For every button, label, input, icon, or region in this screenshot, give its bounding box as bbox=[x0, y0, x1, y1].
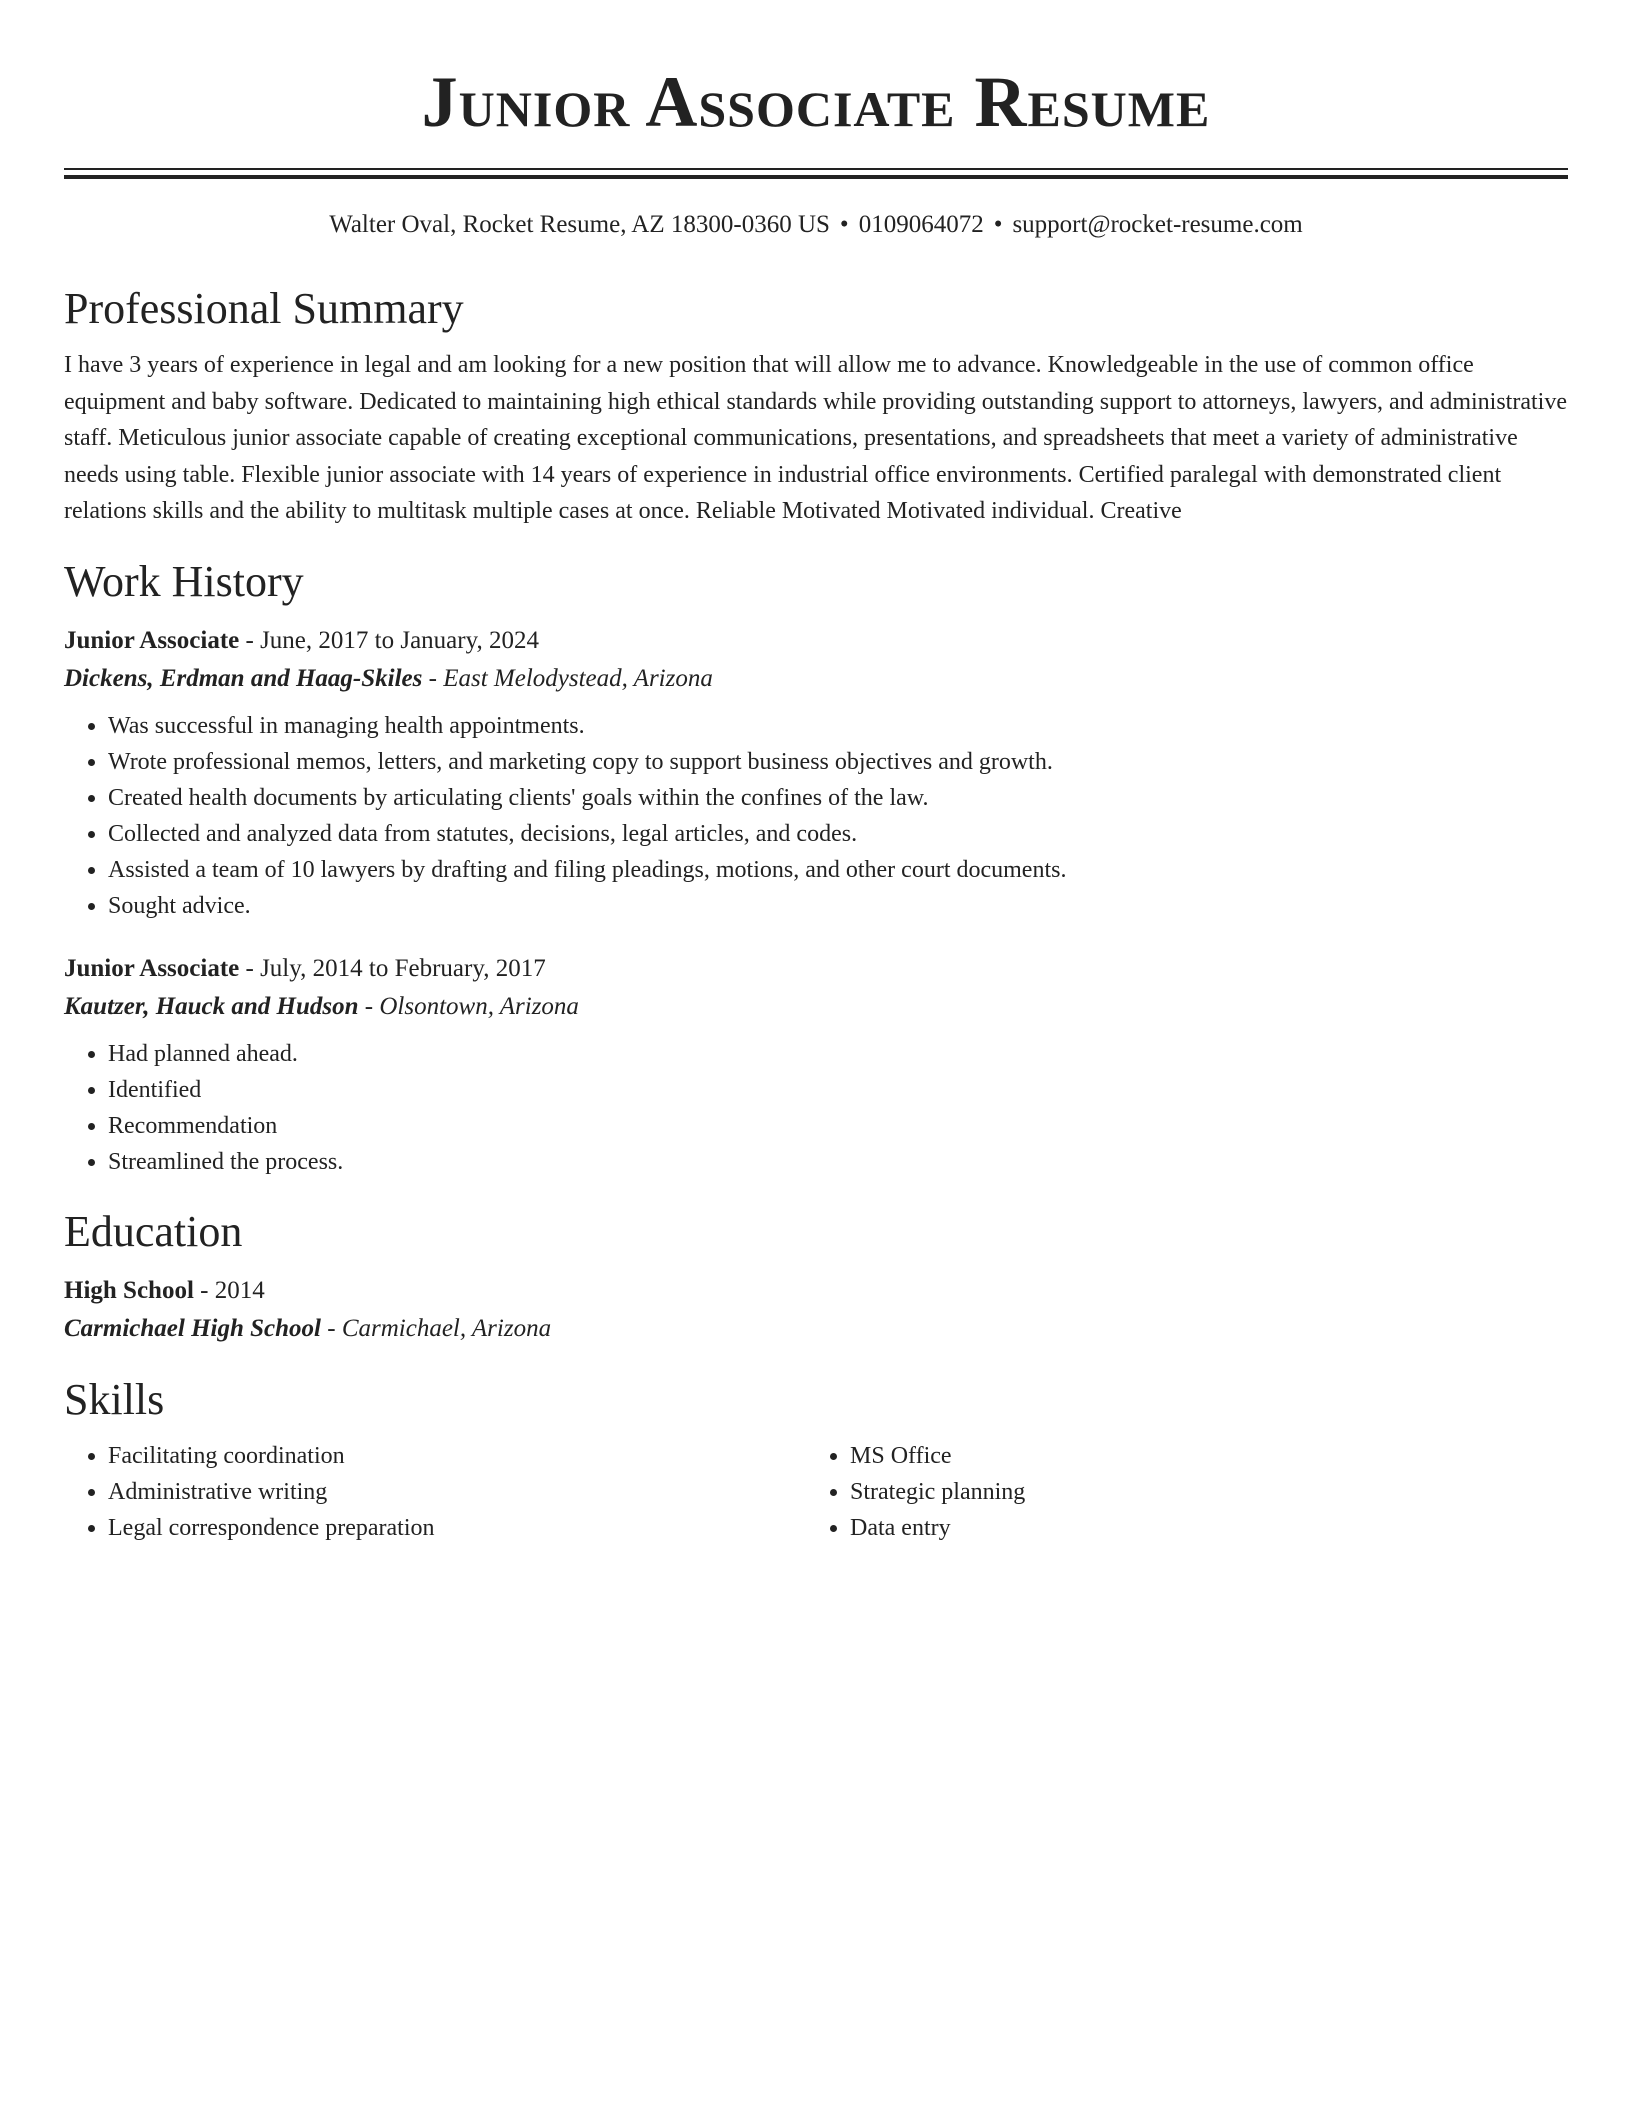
education-section bbox=[64, 1206, 1568, 1348]
contact-separator: • bbox=[839, 211, 849, 238]
work-history-section bbox=[64, 556, 1568, 1180]
summary-text: I have 3 years of experience in legal and am looking for a new position that will allow me to advance. Knowledgeable in the use of common office equipment and baby software. Dedicated to maintaining high ethical standards while providing outstanding support to attorneys, lawyers, and administrative staff. Meticulous junior associate capable of creating exceptional communications, presentations, and spreadsheets that meet a variety of administrative needs using table. Flexible junior associate with 14 years of experience in industrial office environments. Certified paralegal with demonstrated client relations skills and the ability to multitask multiple cases at once. Reliable Motivated Motivated individual. Creative bbox=[64, 352, 1567, 524]
contact-line bbox=[64, 209, 1568, 241]
dash: - bbox=[327, 1314, 336, 1342]
education-degree: High School bbox=[64, 1276, 194, 1304]
title-divider bbox=[64, 168, 1568, 179]
education-year: 2014 bbox=[214, 1276, 265, 1304]
skill-item: • Facilitating coordination bbox=[108, 1438, 806, 1474]
list-item: • Wrote professional memos, letters, and marketing copy to support business objectives and growth. bbox=[108, 744, 1568, 780]
job-entry bbox=[64, 950, 1568, 1180]
professional-summary-section bbox=[64, 283, 1568, 530]
dash: - bbox=[245, 626, 254, 654]
skill-item: • MS Office bbox=[850, 1438, 1548, 1474]
job-dates: July, 2014 to February, 2017 bbox=[260, 954, 546, 982]
section-heading-education: Education bbox=[64, 1206, 243, 1256]
skill-item: • Strategic planning bbox=[850, 1474, 1548, 1510]
contact-address: Walter Oval, Rocket Resume, AZ 18300-0360 US bbox=[329, 211, 830, 238]
education-location: Carmichael, Arizona bbox=[341, 1314, 552, 1342]
resume-title: Junior Associate Resume bbox=[421, 62, 1211, 142]
job-company: Kautzer, Hauck and Hudson bbox=[64, 992, 359, 1020]
job-location: East Melodystead, Arizona bbox=[443, 664, 713, 692]
job-title-line bbox=[64, 622, 1568, 660]
skill-item: • Administrative writing bbox=[108, 1474, 806, 1510]
skills-list-right bbox=[806, 1438, 1548, 1546]
job-title: Junior Associate bbox=[64, 626, 240, 654]
education-school: Carmichael High School bbox=[64, 1314, 321, 1342]
section-heading-work: Work History bbox=[64, 556, 304, 606]
section-heading-summary: Professional Summary bbox=[64, 284, 464, 333]
dash: - bbox=[428, 664, 437, 692]
skills-grid bbox=[64, 1438, 1568, 1546]
list-item: • Had planned ahead. bbox=[108, 1036, 1568, 1072]
skills-column-right bbox=[806, 1438, 1548, 1546]
dash: - bbox=[200, 1276, 209, 1304]
list-item: • Streamlined the process. bbox=[108, 1144, 1568, 1180]
dash: - bbox=[245, 954, 254, 982]
job-company-line bbox=[64, 660, 1568, 698]
job-bullets bbox=[64, 708, 1568, 924]
list-item: • Created health documents by articulating clients' goals within the confines of the law. bbox=[108, 780, 1568, 816]
list-item: • Collected and analyzed data from statutes, decisions, legal articles, and codes. bbox=[108, 816, 1568, 852]
skills-section bbox=[64, 1374, 1568, 1546]
education-degree-line bbox=[64, 1272, 1568, 1310]
contact-phone: 0109064072 bbox=[858, 211, 984, 238]
dash: - bbox=[364, 992, 374, 1020]
list-item: • Sought advice. bbox=[108, 888, 1568, 924]
contact-email: support@rocket-resume.com bbox=[1012, 211, 1303, 238]
job-title: Junior Associate bbox=[64, 954, 240, 982]
contact-separator: • bbox=[993, 211, 1003, 238]
job-company: Dickens, Erdman and Haag-Skiles bbox=[64, 664, 423, 692]
skills-list-left bbox=[64, 1438, 806, 1546]
list-item: • Identified bbox=[108, 1072, 1568, 1108]
skill-item: • Data entry bbox=[850, 1510, 1548, 1546]
section-heading-skills: Skills bbox=[64, 1374, 165, 1424]
job-bullets bbox=[64, 1036, 1568, 1180]
list-item: • Assisted a team of 10 lawyers by drafting and filing pleadings, motions, and other court documents. bbox=[108, 852, 1568, 888]
job-dates: June, 2017 to January, 2024 bbox=[260, 626, 539, 654]
job-entry bbox=[64, 622, 1568, 924]
skills-column-left bbox=[64, 1438, 806, 1546]
education-school-line bbox=[64, 1310, 1568, 1348]
list-item: • Recommendation bbox=[108, 1108, 1568, 1144]
list-item: • Was successful in managing health appointments. bbox=[108, 708, 1568, 744]
skill-item: • Legal correspondence preparation bbox=[108, 1510, 806, 1546]
job-location: Olsontown, Arizona bbox=[379, 992, 579, 1020]
job-company-line bbox=[64, 988, 1568, 1026]
job-title-line bbox=[64, 950, 1568, 988]
